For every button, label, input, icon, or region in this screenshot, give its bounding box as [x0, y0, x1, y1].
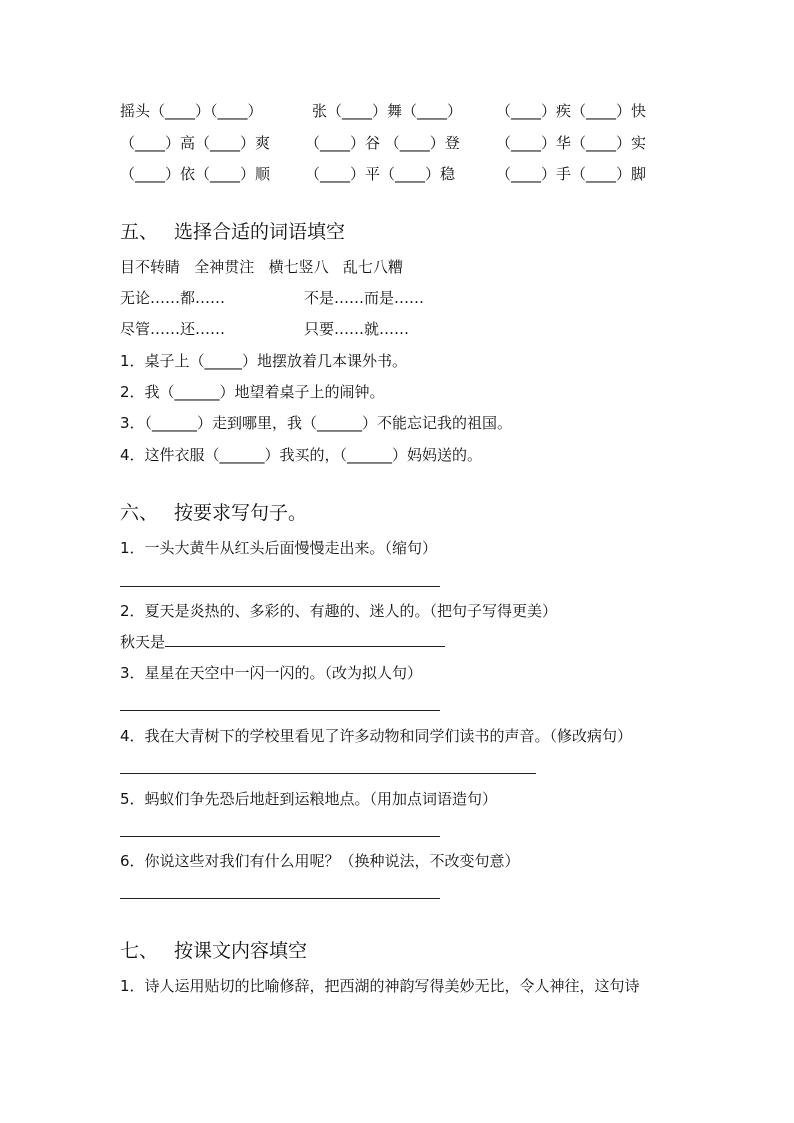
fill-question[interactable]: 3．（______）走到哪里，我（______）不能忘记我的祖国。 — [120, 414, 513, 432]
sentence-question: 5．蚂蚁们争先恐后地赶到运粮地点。（用加点词语造句） — [120, 790, 498, 808]
answer-line[interactable] — [165, 632, 445, 647]
section-title: 选择合适的词语填空 — [174, 221, 346, 243]
section-number: 七、 — [120, 940, 159, 962]
idiom-item[interactable]: （____）疾（____）快 — [496, 102, 647, 120]
answer-line[interactable] — [120, 836, 440, 837]
word-bank: 目不转睛 全神贯注 横七竖八 乱七八糟 — [120, 258, 403, 276]
section-title: 按要求写句子。 — [174, 502, 308, 524]
idiom-item[interactable]: （____）谷 （____）登 — [305, 134, 460, 152]
answer-line[interactable] — [120, 898, 440, 899]
conjunction-option: 只要……就…… — [304, 320, 410, 338]
conjunction-option: 无论……都…… — [120, 289, 226, 307]
fill-question[interactable]: 4．这件衣服（______）我买的，（______）妈妈送的。 — [120, 446, 483, 464]
sentence-prompt — [120, 631, 445, 653]
fill-question[interactable]: 1．桌子上（_____）地摆放着几本课外书。 — [120, 352, 408, 370]
sentence-question: 1．一头大黄牛从红头后面慢慢走出来。（缩句） — [120, 539, 438, 557]
idiom-item[interactable]: （____）平（____）稳 — [305, 165, 456, 183]
idiom-item[interactable]: 张（____）舞（____） — [312, 102, 463, 120]
answer-line[interactable] — [120, 586, 440, 587]
section-heading-7 — [120, 938, 307, 964]
fill-question[interactable]: 2．我（______）地望着桌子上的闹钟。 — [120, 383, 385, 401]
conjunction-option: 不是……而是…… — [304, 289, 425, 307]
idiom-row — [0, 100, 794, 122]
fill-question: 1．诗人运用贴切的比喻修辞，把西湖的神韵写得美妙无比，令人神往，这句诗 — [120, 977, 640, 995]
section-number: 六、 — [120, 502, 159, 524]
idiom-row — [0, 132, 794, 154]
section-title: 按课文内容填空 — [174, 940, 308, 962]
section-number: 五、 — [120, 221, 159, 243]
idiom-item[interactable]: （____）手（____）脚 — [496, 165, 647, 183]
section-heading-5 — [120, 219, 345, 245]
idiom-item[interactable]: （____）依（____）顺 — [120, 165, 271, 183]
sentence-question: 3．星星在天空中一闪一闪的。（改为拟人句） — [120, 664, 423, 682]
sentence-question: 2．夏天是炎热的、多彩的、有趣的、迷人的。（把句子写得更美） — [120, 602, 558, 620]
idiom-item[interactable]: 摇头（____）（____） — [120, 102, 263, 120]
prompt-prefix: 秋天是 — [120, 633, 166, 651]
answer-line[interactable] — [120, 710, 440, 711]
answer-line[interactable] — [120, 773, 536, 774]
sentence-question: 4．我在大青树下的学校里看见了许多动物和同学们读书的声音。（修改病句） — [120, 727, 633, 745]
idiom-row — [0, 163, 794, 185]
idiom-item[interactable]: （____）华（____）实 — [496, 134, 647, 152]
idiom-item[interactable]: （____）高（____）爽 — [120, 134, 271, 152]
sentence-question: 6．你说这些对我们有什么用呢？（换种说法，不改变句意） — [120, 852, 520, 870]
section-heading-6 — [120, 500, 307, 526]
conjunction-option: 尽管……还…… — [120, 320, 226, 338]
